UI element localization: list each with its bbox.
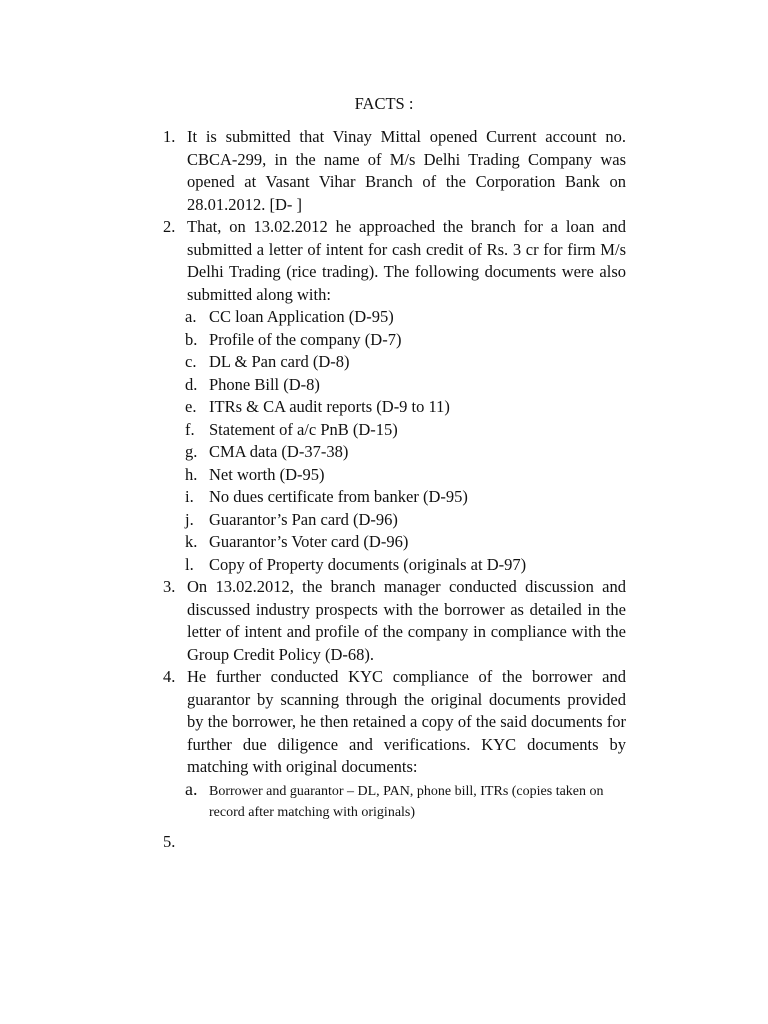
subitem-letter: f. <box>185 419 195 439</box>
document-subitem <box>163 464 626 487</box>
subitem-letter: h. <box>185 464 198 484</box>
document-subitem <box>163 554 626 577</box>
document-subitem <box>163 509 626 532</box>
subitem-text: Profile of the company (D-7) <box>209 329 402 349</box>
fact-item-1 <box>163 126 626 216</box>
fact-item-4 <box>163 666 626 779</box>
subitem-text: Net worth (D-95) <box>209 464 325 484</box>
subitem-letter: i. <box>185 487 194 506</box>
document-subitem <box>163 374 626 397</box>
fact-number: 1. <box>163 127 176 146</box>
subitem-text: Guarantor’s Voter card (D-96) <box>209 532 409 551</box>
subitem-text: CMA data (D-37-38) <box>209 442 349 461</box>
fact-number: 2. <box>163 217 176 236</box>
fact-text: On 13.02.2012, the branch manager conducted discussion and discussed industry prospects with the borrower as detailed in the letter of intent and profile of the company in compliance with the Group Credit Policy (D-68). <box>187 577 626 664</box>
subitem-letter: a. <box>185 778 198 799</box>
document-subitem <box>163 486 626 509</box>
fact-number: 5. <box>163 831 176 851</box>
document-subitem <box>163 306 626 329</box>
fact-item-2 <box>163 216 626 306</box>
kyc-subitem <box>163 778 626 823</box>
document-subitem <box>163 441 626 464</box>
subitem-letter: d. <box>185 374 198 394</box>
subitem-text: No dues certificate from banker (D-95) <box>209 487 468 506</box>
fact-number: 3. <box>163 577 176 596</box>
document-subitem <box>163 531 626 554</box>
subitem-letter: b. <box>185 329 198 349</box>
subitem-text: Borrower and guarantor – DL, PAN, phone bill, ITRs (copies taken on record after matching with originals) <box>209 783 604 820</box>
subitem-text: CC loan Application (D-95) <box>209 307 394 326</box>
fact-text: It is submitted that Vinay Mittal opened Current account no. CBCA-299, in the name of M/s Delhi Trading Company was opened at Vasant Vihar Branch of the Corporation Bank on 28.01.2012. [D- ] <box>187 127 626 214</box>
fact-item-3 <box>163 576 626 666</box>
subitem-letter: j. <box>185 509 194 529</box>
subitem-text: Phone Bill (D-8) <box>209 374 320 394</box>
facts-heading: FACTS : <box>354 94 414 113</box>
subitem-letter: e. <box>185 397 197 416</box>
subitem-text: Guarantor’s Pan card (D-96) <box>209 509 398 529</box>
document-subitem <box>163 396 626 419</box>
subitem-letter: c. <box>185 352 197 371</box>
subitem-text: ITRs & CA audit reports (D-9 to 11) <box>209 397 450 416</box>
subitem-text: Statement of a/c PnB (D-15) <box>209 419 398 439</box>
fact-text: He further conducted KYC compliance of the borrower and guarantor by scanning through the original documents provided by the borrower, he then retained a copy of the said documents for further due diligence and verifications. KYC documents by matching with original documents: <box>187 667 626 776</box>
subitem-text: Copy of Property documents (originals at D-97) <box>209 554 527 574</box>
subitem-letter: a. <box>185 307 197 326</box>
subitem-letter: k. <box>185 532 198 551</box>
subitem-letter: g. <box>185 442 198 461</box>
document-subitem <box>163 419 626 442</box>
fact-number: 4. <box>163 667 176 686</box>
document-subitem <box>163 351 626 374</box>
subitem-text: DL & Pan card (D-8) <box>209 352 350 371</box>
fact-text: That, on 13.02.2012 he approached the branch for a loan and submitted a letter of intent for cash credit of Rs. 3 cr for firm M/s Delhi Trading (rice trading). The following documents were also submitted along with: <box>187 217 626 304</box>
facts-list <box>163 126 626 851</box>
subitem-letter: l. <box>185 554 194 574</box>
document-subitem <box>163 329 626 352</box>
